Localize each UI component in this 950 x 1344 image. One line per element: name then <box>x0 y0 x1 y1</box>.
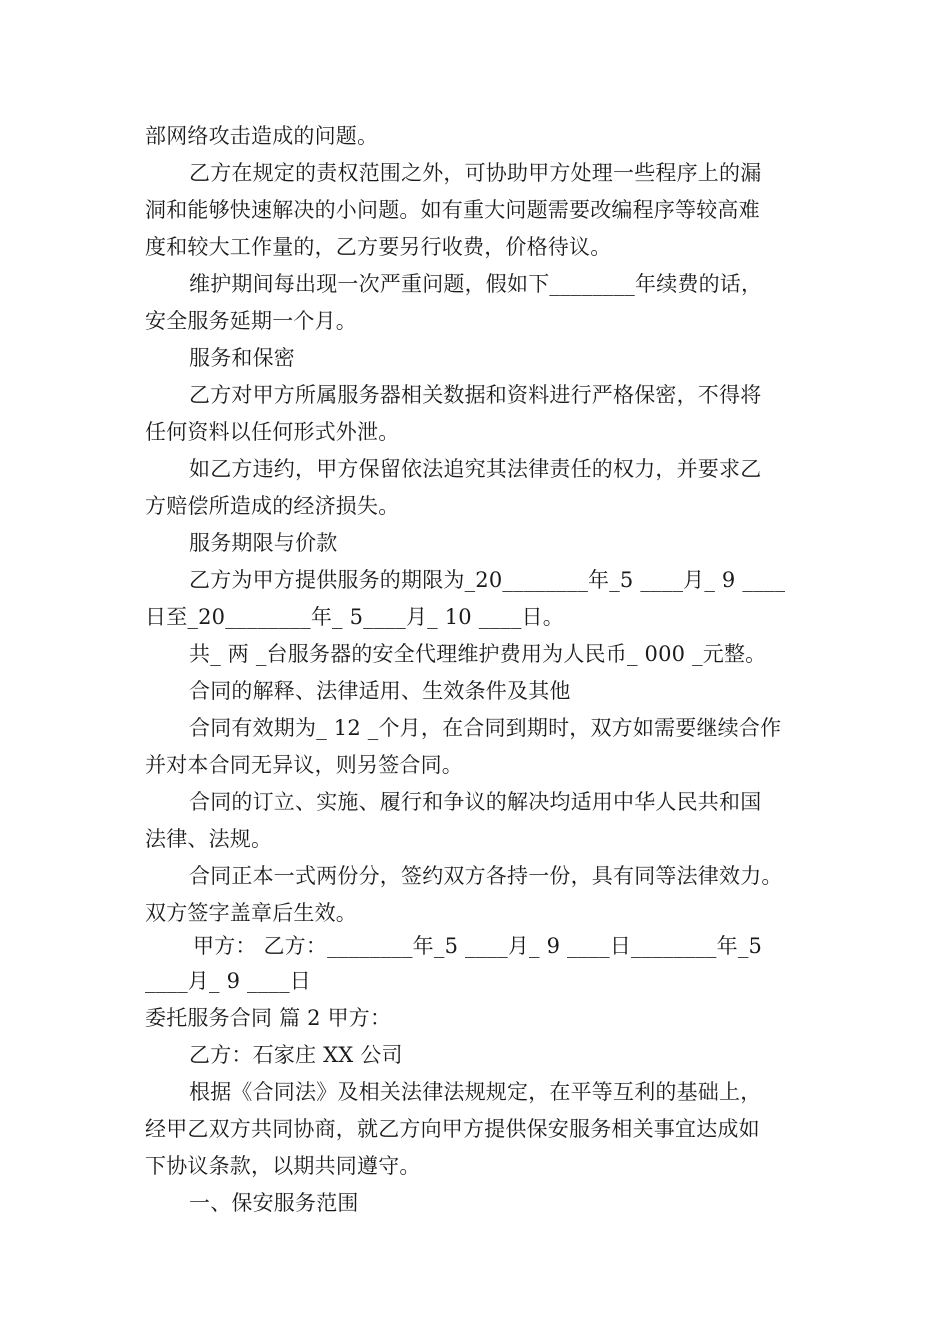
paragraph-line: 双方签字盖章后生效。 <box>145 901 357 925</box>
paragraph-line: 合同正本一式两份分，签约双方各持一份，具有同等法律效力。 <box>189 864 783 888</box>
paragraph-line: 经甲乙双方共同协商，就乙方向甲方提供保安服务相关事宜达成如 <box>145 1117 760 1141</box>
party-line: 乙方：石家庄 XX 公司 <box>189 1043 403 1067</box>
paragraph-line: 并对本合同无异议，则另签合同。 <box>145 753 463 777</box>
paragraph-line: 方赔偿所造成的经济损失。 <box>145 494 400 518</box>
paragraph-line: 如乙方违约，甲方保留依法追究其法律责任的权力，并要求乙 <box>189 457 762 481</box>
paragraph-line: 合同有效期为_ 12 _个月，在合同到期时，双方如需要继续合作 <box>189 716 782 740</box>
paragraph-line: 乙方对甲方所属服务器相关数据和资料进行严格保密，不得将 <box>189 383 762 407</box>
paragraph-line: 维护期间每出现一次严重问题，假如下________年续费的话， <box>189 272 763 296</box>
paragraph-line: 安全服务延期一个月。 <box>145 309 357 333</box>
paragraph-line: 法律、法规。 <box>145 827 273 851</box>
paragraph-line: 共_ 两 _台服务器的安全代理维护费用为人民币_ 000 _元整。 <box>189 642 767 666</box>
signature-line: 甲方： 乙方：________年_5 ____月_ 9 ____日________年_5 <box>193 934 763 958</box>
paragraph-line: 任何资料以任何形式外泄。 <box>145 420 400 444</box>
paragraph-line: 下协议条款，以期共同遵守。 <box>145 1154 421 1178</box>
signature-line: ____月_ 9 ____日 <box>145 969 312 993</box>
section-heading: 一、保安服务范围 <box>189 1191 359 1215</box>
section-heading: 服务期限与价款 <box>189 531 338 555</box>
paragraph-line: 根据《合同法》及相关法律法规规定，在平等互利的基础上， <box>189 1080 762 1104</box>
section-heading: 合同的解释、法律适用、生效条件及其他 <box>189 679 571 703</box>
paragraph-line: 部网络攻击造成的问题。 <box>145 124 379 148</box>
paragraph-line: 日至_20________年_ 5____月_ 10 ____日。 <box>145 605 564 629</box>
paragraph-line: 洞和能够快速解决的小问题。如有重大问题需要改编程序等较高难 <box>145 198 760 222</box>
document-title: 委托服务合同 篇 2 甲方： <box>145 1006 392 1030</box>
paragraph-line: 合同的订立、实施、履行和争议的解决均适用中华人民共和国 <box>189 790 762 814</box>
paragraph-line: 度和较大工作量的，乙方要另行收费，价格待议。 <box>145 235 612 259</box>
section-heading: 服务和保密 <box>189 346 295 370</box>
paragraph-line: 乙方在规定的责权范围之外，可协助甲方处理一些程序上的漏 <box>189 161 762 185</box>
paragraph-line: 乙方为甲方提供服务的期限为_20________年_5 ____月_ 9 ____ <box>189 568 786 592</box>
